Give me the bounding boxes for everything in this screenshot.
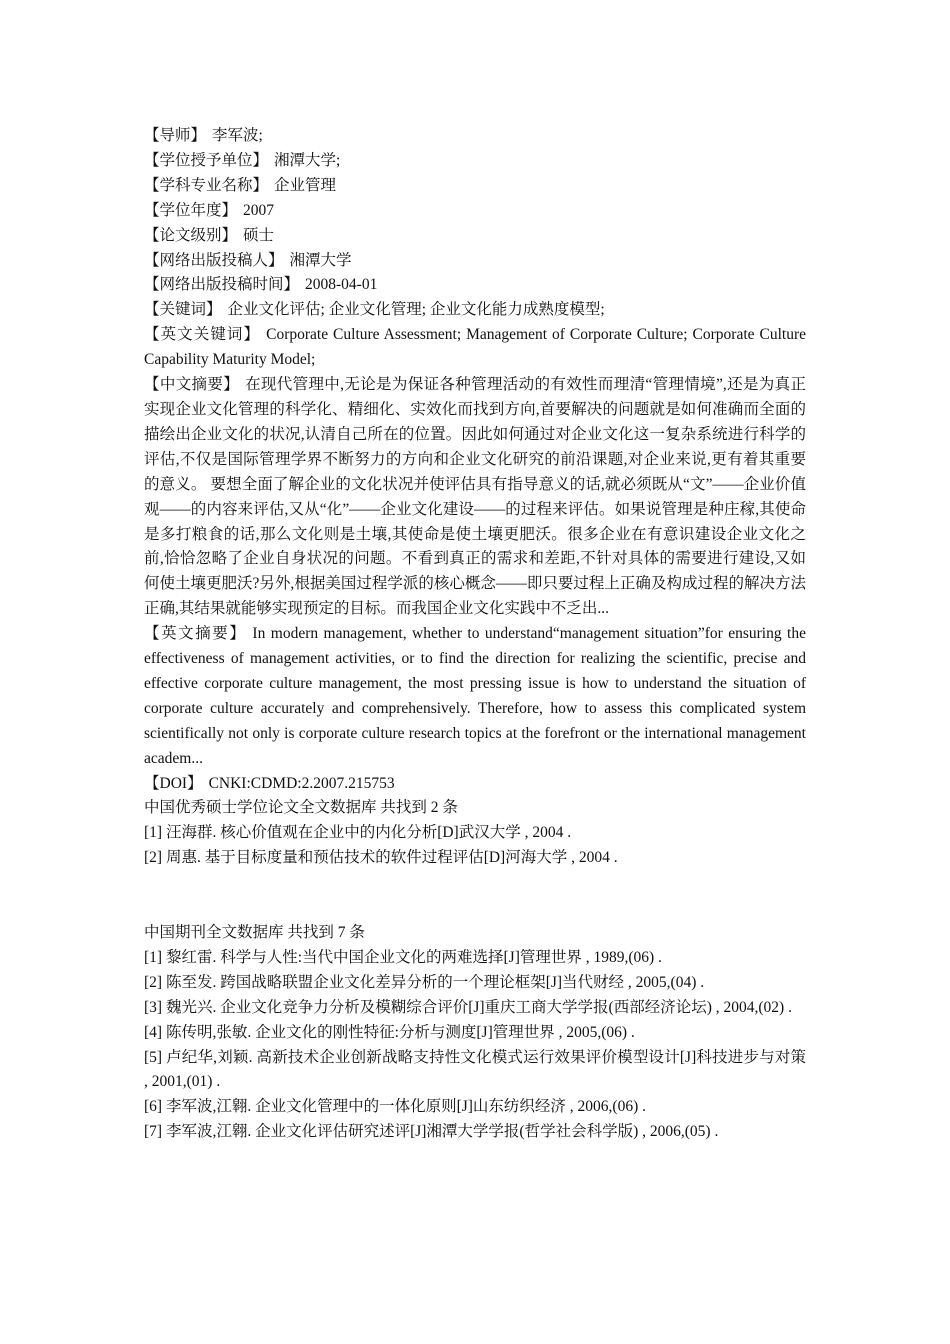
section-spacer [144,871,806,921]
pub-time-row [144,273,806,298]
publisher-row [144,249,806,274]
keywords-value: 企业文化评估; 企业文化管理; 企业文化能力成熟度模型; [227,301,605,319]
publisher-label: 【网络出版投稿人】 [144,251,284,269]
major-value: 企业管理 [274,176,337,194]
supervisor-row [144,124,806,149]
level-label: 【论文级别】 [144,226,238,244]
document-page [144,124,806,1145]
doi-value: CNKI:CDMD:2.2007.215753 [208,774,395,792]
pub-time-value: 2008-04-01 [305,276,378,294]
supervisor-value: 李军波; [212,127,263,144]
journal-ref-7: [7] 李军波,江翱. 企业文化评估研究述评[J]湘潭大学学报(哲学社会科学版) , 2006,(05) . [144,1123,719,1141]
journal-ref-6: [6] 李军波,江翱. 企业文化管理中的一体化原则[J]山东纺织经济 , 2006,(06) . [144,1098,647,1116]
year-value: 2007 [243,201,275,219]
journal-ref-4: [4] 陈传明,张敏. 企业文化的刚性特征:分析与测度[J]管理世界 , 2005,(06) . [144,1023,635,1041]
en-keywords-value: Corporate Culture Assessment; Management of Corporate Culture; Corporate Culture Capability Maturity Model; [144,326,806,369]
pub-time-label: 【网络出版投稿时间】 [144,276,300,294]
degree-unit-label: 【学位授予单位】 [144,151,269,169]
doi-label: 【DOI】 [144,774,203,792]
cn-abstract-text: 在现代管理中,无论是为保证各种管理活动的有效性而理清“管理情境”,还是为真正实现企业文化管理的科学化、精细化、实效化而找到方向,首要解决的问题就是如何准确而全面的描绘出企业文化的状况,认清自己所在的位置。因此如何通过对企业文化这一复杂系统进行科学的评估,不仅是国际管理学界不断努力的方向和企业文化研究的前沿课题,对企业来说,更有着其重要的意义。 要想全面了解企业的文化状况并使评估具有指导意义的话,就必须既从“文”——企业价值观——的内容来评估,又从“化”——企业文化建设——的过程来评估。如果说管理是种庄稼,其使命是多打粮食的话,那么文化则是土壤,其使命是使土壤更肥沃。很多企业在有意识建设企业文化之前,恰恰忽略了企业自身状况的问题。不看到真正的需求和差距,不针对具体的需要进行建设,又如何使土壤更肥沃?另外,根据美国过程学派的核心概念——即只要过程上正确及构成过程的解决方法正确,其结果就能够实现预定的目标。而我国企业文化实践中不乏出... [144,376,806,618]
en-keywords-label: 【英文关键词】 [144,326,261,344]
keywords-label: 【关键词】 [144,301,222,319]
thesis-ref-1: [1] 汪海群. 核心价值观在企业中的内化分析[D]武汉大学 , 2004 . [144,824,572,842]
major-row [144,174,806,199]
journal-ref-5: [5] 卢纪华,刘颖. 高新技术企业创新战略支持性文化模式运行效果评价模型设计[J]科技进步与对策 , 2001,(01) . [144,1048,806,1091]
en-abstract-row [144,622,806,771]
publisher-value: 湘潭大学 [289,251,352,269]
major-label: 【学科专业名称】 [144,176,269,194]
degree-unit-row [144,149,806,174]
level-value: 硕士 [243,226,275,244]
en-abstract-text: In modern management, whether to understand“management situation”for ensuring the effectiveness of management activities, or to find the direction for realizing the scientific, precise and effective corporate culture management, the most pressing issue is how to understand the situation of corporate culture accurately and comprehensively. Therefore, how to assess this complicated system scientifically not only is corporate culture research topics at the forefront or the international management academ... [144,625,806,767]
doi-row [144,772,806,797]
year-label: 【学位年度】 [144,201,238,219]
cn-abstract-row [144,373,806,622]
level-row [144,224,806,249]
supervisor-label: 【导师】 [144,127,207,144]
journal-db-heading: 中国期刊全文数据库 共找到 7 条 [144,923,365,941]
thesis-db-heading: 中国优秀硕士学位论文全文数据库 共找到 2 条 [144,799,458,817]
journal-ref-2: [2] 陈至发. 跨国战略联盟企业文化差异分析的一个理论框架[J]当代财经 , 2005,(04) . [144,973,705,991]
en-abstract-label: 【英文摘要】 [144,625,247,643]
thesis-ref-2: [2] 周惠. 基于目标度量和预估技术的软件过程评估[D]河海大学 , 2004 . [144,849,618,867]
journal-ref-1: [1] 黎红雷. 科学与人性:当代中国企业文化的两难选择[J]管理世界 , 1989,(06) . [144,948,662,966]
degree-unit-value: 湘潭大学; [274,151,341,169]
cn-abstract-label: 【中文摘要】 [144,376,240,394]
year-row [144,199,806,224]
keywords-row [144,298,806,323]
journal-ref-3: [3] 魏光兴. 企业文化竞争力分析及模糊综合评价[J]重庆工商大学学报(西部经济论坛) , 2004,(02) . [144,998,792,1016]
en-keywords-row [144,323,806,373]
